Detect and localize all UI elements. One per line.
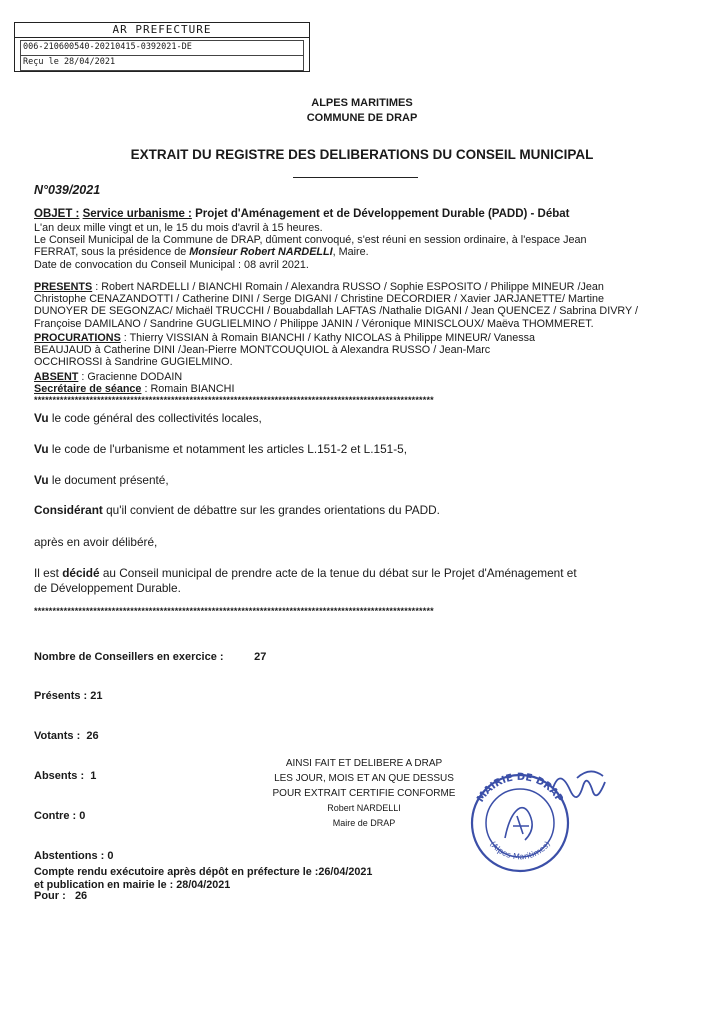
count-exercice: Nombre de Conseillers en exercice : 27 [34, 650, 267, 663]
decision-clause [34, 566, 577, 596]
convocation-date: Date de convocation du Conseil Municipal : 08 avril 2021. [34, 258, 309, 271]
decision-text: au Conseil municipal de prendre acte de la tenue du débat sur le Projet d'Aménagement et [99, 566, 577, 580]
intro-line: L'an deux mille vingt et un, le 15 du mois d'avril à 15 heures. [34, 222, 323, 234]
intro-block [34, 222, 586, 271]
commune-name: COMMUNE DE DRAP [306, 112, 418, 124]
absent-label: ABSENT [34, 371, 79, 383]
decision-text: Il est [34, 566, 63, 580]
stamp-received-date: Reçu le 28/04/2021 [20, 56, 304, 71]
vu-text: le code de l'urbanisme et notamment les articles L.151-2 et L.151-5, [48, 442, 407, 456]
footer-publication: et publication en mairie le : 28/04/2021 [34, 879, 231, 891]
footer-block [34, 866, 372, 892]
presents-line: Christophe CENAZANDOTTI / Catherine DINI / Serge DIGANI / Christine DECORDIER / Xavier JARJANETTE/ Martine [34, 293, 604, 306]
signature-block [230, 756, 498, 831]
department-name: ALPES MARITIMES [311, 97, 413, 109]
intro-line: Le Conseil Municipal de la Commune de DRAP, dûment convoqué, s'est réuni en session ordinaire, à l'espace Jean [34, 234, 587, 247]
count-votants: Votants : 26 [34, 730, 99, 743]
prefecture-stamp [14, 22, 310, 72]
title-divider [293, 177, 418, 178]
seal-top-text: MAIRIE DE DRAP [475, 771, 565, 805]
svg-text:MAIRIE DE DRAP [475, 772, 565, 804]
presents-line: Françoise DAMILANO / Sandrine GUGLIELMINO / Philippe JANIN / Véronique MINISCLOUX/ Maëva THOMMERET. [34, 317, 594, 330]
vu-keyword: Vu [34, 411, 49, 425]
procurations-line: BEAUJAUD à Catherine DINI /Jean-Pierre MONTCOUQUIOL à Alexandra RUSSO / Jean-Marc [34, 344, 491, 357]
absent-value: : Gracienne DODAIN [78, 371, 183, 383]
mairie-seal-icon [465, 768, 615, 878]
seal-bottom-text: (Alpes-Maritimes) [487, 839, 553, 862]
intro-text: FERRAT, sous la présidence de [34, 246, 190, 259]
procurations-block [34, 332, 535, 369]
decision-keyword: décidé [62, 566, 100, 580]
vu-clause-3 [34, 473, 169, 488]
considerant-text: qu'il convient de débattre sur les grandes orientations du PADD. [102, 503, 440, 517]
considerant-clause [34, 503, 440, 518]
presents-line: DUNOYER DE SEGONZAC/ Michaël TRUCCHI / Bouabdallah LAFTAS /Nathalie DIGANI / Jean QUENCEZ / Sabrina DIVRY / [34, 305, 639, 318]
vu-keyword: Vu [34, 442, 49, 456]
deliberation-number: N°039/2021 [34, 183, 101, 197]
objet-label: OBJET : [34, 208, 80, 220]
count-abstentions: Abstentions : 0 [34, 850, 114, 863]
presents-block [34, 281, 638, 330]
separator: ************************************************************************************************************ [34, 606, 434, 616]
signatory-title: Maire de DRAP [332, 818, 396, 828]
vu-clause-1 [34, 411, 262, 426]
objet-subject: Projet d'Aménagement et de Développement Durable (PADD) - Débat [191, 208, 570, 220]
considerant-keyword: Considérant [34, 503, 103, 517]
document-title: EXTRAIT DU REGISTRE DES DELIBERATIONS DU CONSEIL MUNICIPAL [130, 147, 594, 162]
stamp-header: AR PREFECTURE [15, 23, 309, 38]
stamp-reference: 006-210600540-20210415-0392021-DE [20, 40, 304, 56]
vu-clause-2 [34, 442, 407, 457]
mayor-name: Monsieur Robert NARDELLI [189, 246, 333, 259]
signature-line: POUR EXTRAIT CERTIFIE CONFORME [272, 788, 456, 799]
signature-line: LES JOUR, MOIS ET AN QUE DESSUS [274, 773, 454, 784]
objet-service: Service urbanisme : [82, 208, 192, 220]
vu-text: le document présenté, [48, 473, 169, 487]
presents-label: PRESENTS [34, 281, 93, 293]
secretary-value: : Romain BIANCHI [141, 383, 235, 395]
footer-executory: Compte rendu exécutoire après dépôt en préfecture le :26/04/2021 [34, 866, 373, 878]
secretary-line [34, 383, 234, 395]
svg-text:(Alpes-Maritimes) [488, 840, 552, 862]
separator: ************************************************************************************************************ [34, 395, 434, 405]
signatory-name: Robert NARDELLI [327, 803, 401, 813]
vu-keyword: Vu [34, 473, 49, 487]
presents-line: : Robert NARDELLI / BIANCHI Romain / Alexandra RUSSO / Sophie ESPOSITO / Philippe MINEUR /Jean [92, 281, 604, 293]
count-absents: Absents : 1 [34, 770, 97, 783]
procurations-line: : Thierry VISSIAN à Romain BIANCHI / Kathy NICOLAS à Philippe MINEUR/ Vanessa [120, 332, 536, 344]
procurations-line: OCCHIROSSI à Sandrine GUGIELMINO. [34, 356, 233, 369]
deliberation-note: après en avoir délibéré, [34, 535, 158, 549]
objet-line [34, 208, 570, 220]
intro-line [34, 246, 586, 258]
absent-line [34, 371, 182, 383]
intro-text: , Maire. [332, 246, 369, 259]
signature-line: AINSI FAIT ET DELIBERE A DRAP [285, 758, 443, 769]
count-contre: Contre : 0 [34, 810, 86, 823]
count-pour: Pour : 26 [34, 889, 88, 902]
secretary-label: Secrétaire de séance [34, 383, 142, 395]
decision-text: de Développement Durable. [34, 581, 181, 595]
procurations-label: PROCURATIONS [34, 332, 121, 344]
vu-text: le code général des collectivités locales, [48, 411, 262, 425]
count-presents: Présents : 21 [34, 690, 103, 703]
